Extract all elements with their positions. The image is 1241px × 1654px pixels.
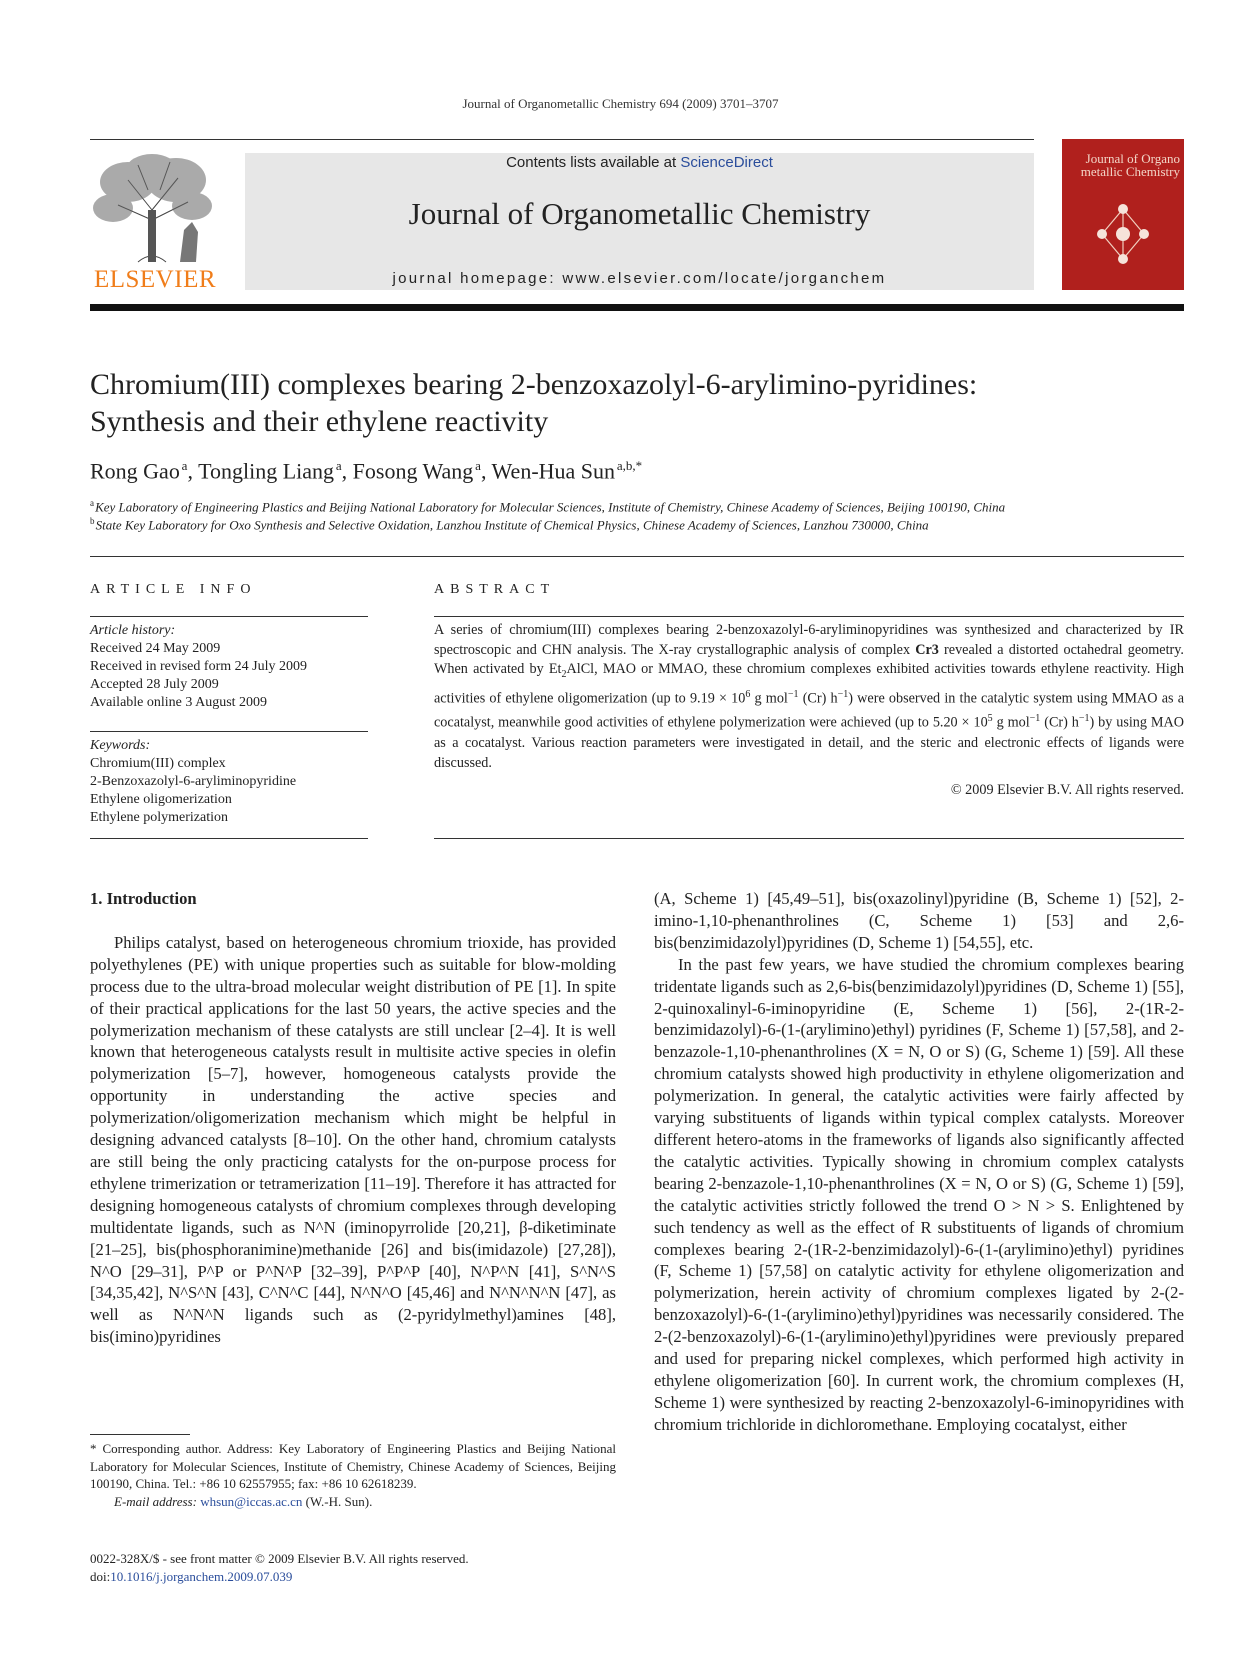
author-name: Fosong Wang bbox=[352, 458, 474, 484]
section-title: 1. Introduction bbox=[90, 889, 197, 908]
title-line-1: Chromium(III) complexes bearing 2-benzoxazolyl-6-arylimino-pyridines: bbox=[90, 368, 978, 401]
keyword-item: 2-Benzoxazolyl-6-aryliminopyridine bbox=[90, 774, 297, 789]
keyword-item: Chromium(III) complex bbox=[90, 756, 226, 771]
history-item: Available online 3 August 2009 bbox=[90, 695, 268, 710]
footnote-rule bbox=[90, 1434, 190, 1435]
keyword-item: Ethylene polymerization bbox=[90, 810, 229, 825]
superscript: −1 bbox=[1029, 713, 1041, 725]
title-line-2: Synthesis and their ethylene reactivity bbox=[90, 405, 549, 438]
abstract-rule bbox=[434, 616, 1184, 617]
contents-line bbox=[245, 154, 1034, 171]
superscript: 6 bbox=[745, 688, 751, 700]
journal-homepage[interactable]: journal homepage: www.elsevier.com/locate/jorganchem bbox=[392, 270, 887, 287]
article-info-bottom-rule bbox=[90, 838, 368, 839]
title-block-rule bbox=[90, 556, 1184, 557]
abstract-fragment: g mol bbox=[992, 715, 1030, 732]
intro-paragraph: (A, Scheme 1) [45,49–51], bis(oxazolinyl)pyridine (B, Scheme 1) [52], 2-imino-1,10-phenanthrolines (C, Scheme 1) [53] and 2,6-bis(benzimidazolyl)pyridines (D, Scheme 1) [54,55], etc. bbox=[654, 889, 1184, 952]
abstract-fragment: (Cr) h bbox=[1040, 715, 1079, 732]
front-matter bbox=[90, 1550, 469, 1586]
intro-paragraph: In the past few years, we have studied the chromium complexes bearing tridentate ligands such as 2,6-bis(benzimidazolyl)pyridines (D, Scheme 1) [55], 2-quinoxalinyl-6-iminopyridine (E, Scheme 1) [56], 2-(1R-2-benzimidazolyl)-6-(1-(arylimino)ethyl) pyridines (F, Scheme 1) [57,58], and 2-benzazole-1,10-phenanthrolines (X = N, O or S) (G, Scheme 1) [59]. All these chromium catalysts showed high productivity in ethylene oligomerization and polymerization. In general, the catalytic activities were fairly affected by varying substituents of ligands within typical complex catalysts. Moreover different hetero-atoms in the frameworks of ligands also significantly affected the catalytic activities. Typically showing in chromium complex catalysts bearing 2-benzazole-1,10-phenanthrolines (X = N, O or S) (G, Scheme 1) [59], the catalytic activities strictly followed the trend O > N > S. Enlightened by such tendency as well as the effect of R substituents of ligands of chromium complexes bearing 2-(1R-2-benzimidazolyl)-6-(1-(arylimino)ethyl) pyridines (F, Scheme 1) [57,58] on catalytic activity for ethylene oligomerization and polymerization, herein activity of chromium complexes ligated by 2-(2-benzoxazolyl)-6-(1-(arylimino)ethyl)pyridines was necessarily considered. The 2-(2-benzoxazolyl)-6-(1-(arylimino)ethyl)pyridines were previously prepared and used for preparing nickel complexes, which performed high activity in ethylene oligomerization [60]. In current work, the chromium complexes (H, Scheme 1) were synthesized by reacting 2-benzoxazolyl-6-iminopyridines with chromium trichloride in dichloromethane. Employing cocatalyst, either bbox=[654, 954, 1184, 1434]
sciencedirect-link[interactable]: ScienceDirect bbox=[680, 154, 773, 171]
subscript: 2 bbox=[561, 669, 567, 681]
superscript: −1 bbox=[787, 688, 799, 700]
article-title bbox=[90, 366, 1184, 440]
affil-text: Key Laboratory of Engineering Plastics and Beijing National Laboratory for Molecular Sciences, Institute of Chemistry, Chinese Academy of Sciences, Beijing 100190, China bbox=[95, 499, 1006, 515]
abstract-fragment: revealed a distorted octahedral geometry. When activated by Et bbox=[434, 641, 1184, 678]
history-item: Accepted 28 July 2009 bbox=[90, 677, 219, 692]
keyword-item: Ethylene oligomerization bbox=[90, 792, 232, 807]
affil-mark: b bbox=[90, 516, 95, 526]
history-item: Received in revised form 24 July 2009 bbox=[90, 659, 307, 674]
history-label: Article history: bbox=[90, 623, 176, 638]
article-history bbox=[90, 622, 368, 712]
abstract-fragment: ) by using MAO as a cocatalyst. Various reaction parameters were investigated in detail, and the steric and electronic effects of ligands were discussed. bbox=[434, 715, 1185, 771]
email-link[interactable]: whsun@iccas.ac.cn bbox=[200, 1493, 303, 1509]
abstract-fragment: g mol bbox=[750, 690, 788, 707]
affiliation-a bbox=[90, 498, 1005, 515]
abstract-bottom-rule bbox=[434, 838, 1184, 839]
author-affil-mark: a,b,* bbox=[616, 458, 643, 473]
doi-prefix: doi: bbox=[90, 1569, 111, 1584]
author-affil-mark: a bbox=[181, 458, 188, 473]
email-suffix: (W.-H. Sun). bbox=[302, 1493, 373, 1509]
affiliation-b bbox=[90, 516, 929, 533]
abstract-fragment: (Cr) h bbox=[798, 690, 838, 707]
contents-prefix: Contents lists available at bbox=[506, 154, 681, 171]
cover-title: Journal of Organo metallic Chemistry bbox=[1080, 151, 1180, 179]
compound-label: Cr3 bbox=[915, 641, 939, 658]
abstract-heading: ABSTRACT bbox=[434, 582, 556, 597]
abstract-fragment: AlCl, MAO or MMAO, these chromium complexes exhibited activities towards ethylene reactivity. High activities of ethylene oligomerization (up to 9.19 × 10 bbox=[434, 661, 1184, 707]
email-label: E-mail address: bbox=[114, 1493, 201, 1509]
affil-text: State Key Laboratory for Oxo Synthesis and Selective Oxidation, Lanzhou Institute of Chemical Physics, Chinese Academy of Sciences, Lanzhou 730000, China bbox=[95, 517, 929, 533]
superscript: −1 bbox=[837, 688, 849, 700]
article-info-heading: ARTICLE INFO bbox=[90, 582, 257, 597]
header-thick-rule bbox=[90, 304, 1184, 311]
corresponding-author-footnote bbox=[90, 1440, 616, 1510]
keywords-rule bbox=[90, 731, 368, 732]
journal-name: Journal of Organometallic Chemistry bbox=[408, 196, 871, 231]
keywords bbox=[90, 737, 368, 827]
affil-mark: a bbox=[90, 498, 94, 508]
author-affil-mark: a bbox=[335, 458, 342, 473]
footnote-text: * Corresponding author. Address: Key Laboratory of Engineering Plastics and Beijing National Laboratory for Molecular Sciences, Institute of Chemistry, Chinese Academy of Sciences, Beijing 100190, China. Tel.: +86 10 62557955; fax: +86 10 62618239. bbox=[90, 1441, 616, 1492]
doi-link[interactable]: 10.1016/j.jorganchem.2009.07.039 bbox=[110, 1569, 293, 1584]
body-column-right bbox=[654, 888, 1184, 1436]
superscript: −1 bbox=[1078, 713, 1090, 725]
abstract-fragment: ) were observed in the catalytic system using MMAO as a cocatalyst, meanwhile good activities of ethylene polymerization were achieved (up to 5.20 × 10 bbox=[434, 690, 1184, 732]
author-list: Rong Gao $^a$, Tongling Liang $^a$, Fosong Wang $^a$, Wen-Hua Sun $^{a,b,*}$ bbox=[90, 458, 643, 484]
running-head: Journal of Organometallic Chemistry 694 (2009) 3701–3707 bbox=[462, 96, 779, 111]
author-name: Wen-Hua Sun bbox=[491, 458, 616, 484]
abstract-fragment: A series of chromium(III) complexes bearing 2-benzoxazolyl-6-aryliminopyridines was synthesized and characterized by IR spectroscopic and CHN analysis. The X-ray crystallographic analysis of complex bbox=[434, 622, 1184, 658]
author-name: Tongling Liang bbox=[198, 458, 335, 484]
superscript: 5 bbox=[987, 713, 993, 725]
intro-paragraph: Philips catalyst, based on heterogeneous chromium trioxide, has provided polyethylenes (PE) with unique properties such as suitable for blow-molding process due to the ultra-broad molecular weight distribution of PE [1]. In spite of their practical applications for the last 50 years, the active species and the polymerization mechanism of these catalysts are still unclear [2–4]. It is well known that heterogeneous catalysts result in multisite active species in olefin polymerization [5–7], however, homogeneous catalysts provide the opportunity in understanding the active species and polymerization/oligomerization mechanism which might be helpful in designing advanced catalysts [8–10]. On the other hand, chromium catalysts are still being the only practicing catalysts for the on-purpose process for ethylene trimerization or tetramerization [11–19]. Therefore it has attracted for designing homogeneous catalysts of chromium complexes through developing multidentate ligands, such as N^N (iminopyrrolide [20,21], β-diketiminate [21–25], bis(phosphoranimine)methanide [26] and bis(imidazole) [27,28]), N^O [29–31], P^P or P^N^P [32–39], P^P^P [40], N^P^N [41], S^N^S [34,35,42], N^S^N [43], C^N^C [44], N^N^O [45,46] and N^N^N^N [47], as well as N^N^N ligands such as (2-pyridylmethyl)amines [48], bis(imino)pyridines bbox=[90, 932, 616, 1347]
article-info-rule bbox=[90, 616, 368, 617]
top-rule bbox=[90, 139, 1034, 140]
author-name: Rong Gao bbox=[90, 458, 180, 484]
publisher-name: ELSEVIER bbox=[93, 266, 217, 293]
body-column-left bbox=[90, 888, 616, 1348]
keywords-label: Keywords: bbox=[90, 738, 151, 753]
abstract-copyright: © 2009 Elsevier B.V. All rights reserved. bbox=[950, 782, 1184, 798]
author-affil-mark: a bbox=[475, 458, 481, 473]
history-item: Received 24 May 2009 bbox=[90, 641, 221, 656]
abstract-text bbox=[434, 621, 1184, 773]
issn-line: 0022-328X/$ - see front matter © 2009 Elsevier B.V. All rights reserved. bbox=[90, 1551, 469, 1566]
